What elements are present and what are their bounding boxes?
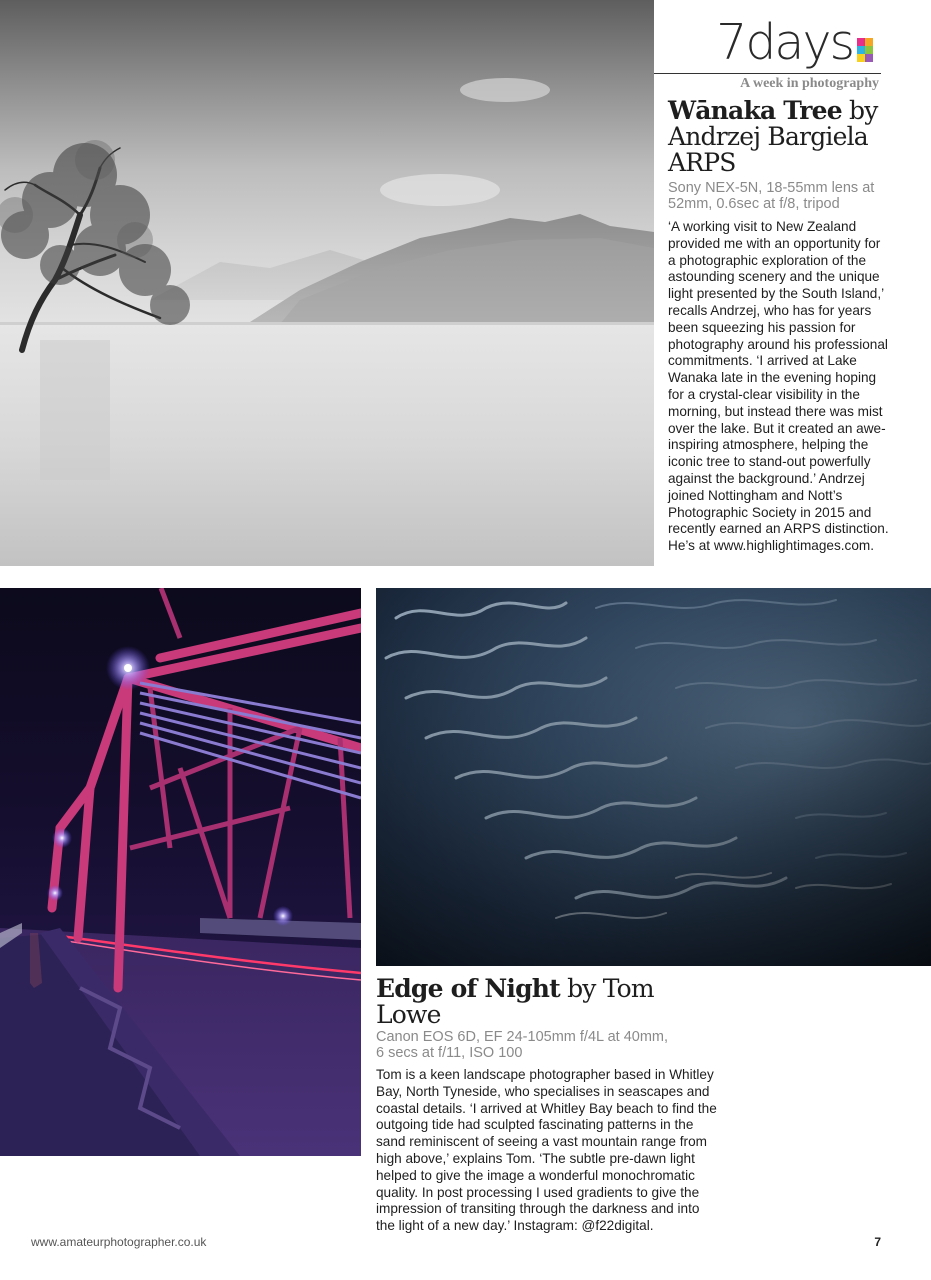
masthead-title: 7days (716, 14, 853, 71)
sand-image (376, 588, 931, 966)
page-number: 7 (874, 1235, 881, 1249)
camera-caption-line: Canon EOS 6D, EF 24-105mm f/4L at 40mm, (376, 1029, 669, 1045)
article-byline: by Tom Lowe (376, 974, 654, 1029)
masthead-subtitle: A week in photography (740, 76, 879, 91)
article-edge-of-night (376, 976, 721, 1235)
camera-caption-line: 6 secs at f/11, ISO 100 (376, 1044, 523, 1061)
article-title: Edge of Night (376, 974, 560, 1003)
photo-bridge-night (0, 588, 361, 1156)
footer-website-url: www.amateurphotographer.co.uk (31, 1235, 207, 1249)
wanaka-tree-image (0, 0, 654, 566)
photo-wanaka-tree (0, 0, 654, 566)
masthead-logo-icon (857, 38, 879, 68)
masthead (654, 14, 881, 96)
article-headline (376, 976, 721, 1028)
article-body: Tom is a keen landscape photographer based in Whitley Bay, North Tyneside, who specialises in seascapes and coastal details. ‘I arrived at Whitley Bay beach to find the outgoing tide had sculpted fascinating patterns in the sand reminiscent of seeing a vast mountain range from high above,’ explains Tom. ‘The subtle pre-dawn light helped to give the image a wonderful monochromatic quality. In post processing I used gradients to give the impression of transiting through the darkness and into the light of a new day.’ Instagram: @f22digital. (376, 1067, 717, 1234)
masthead-rule (654, 73, 881, 74)
article-headline (668, 98, 890, 176)
bridge-image (0, 588, 361, 1156)
article-body: ‘A working visit to New Zealand provided me with an opportunity for a photographic exploration of the astounding scenery and the unique light presented by the South Island,’ recalls Andrzej, who has for years been squeezing his passion for photography around his professional commitments. ‘I arrived at Lake Wanaka late in the evening hoping for a crystal-clear visibility in the morning, but instead there was mist over the lake. But it created an awe-inspiring atmosphere, helping the iconic tree to stand-out powerfully against the background.’ Andrzej joined Nottingham and Nott’s Photographic Society in 2015 and recently earned an ARPS distinction. He’s at www.highlightimages.com. (668, 219, 889, 554)
camera-caption: Sony NEX-5N, 18-55mm lens at 52mm, 0.6sec at f/8, tripod (668, 180, 875, 212)
photo-sand-ripples (376, 588, 931, 966)
article-byline: by Andrzej Bargiela ARPS (668, 96, 878, 177)
article-title: Wānaka Tree (668, 96, 842, 125)
camera-caption (376, 1030, 721, 1061)
article-wanaka-tree (668, 98, 890, 555)
